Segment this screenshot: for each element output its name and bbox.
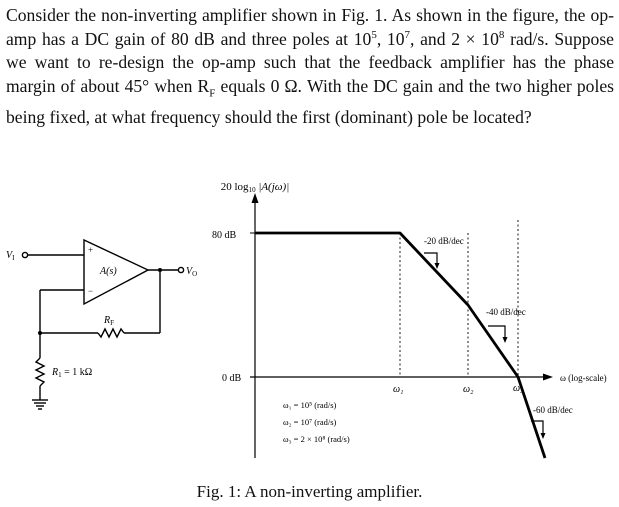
slope-60-label: -60 dB/dec [533,405,573,415]
figure [0,175,619,475]
vi-terminal [22,252,27,257]
exponent-3: 8 [498,28,505,41]
slope-40-label: -40 dB/dec [486,307,526,317]
problem-text-2: , 10 [376,28,405,49]
x-axis-arrow [543,374,553,381]
slope-20-marker-arrow [435,263,440,269]
figure-svg [0,175,619,475]
circuit-labels [6,245,197,379]
y-axis-label: 20 log10 |A(jω)| [220,181,290,194]
rf-label: $R_F$ [104,315,115,327]
bode-plot [212,181,607,458]
w1-label: ω₁ [393,384,404,395]
problem-statement [6,4,614,129]
x-axis-label: ω (log-scale) [560,373,607,383]
y-axis-arrow [252,193,259,203]
exponent-1: 5 [371,28,377,41]
problem-text-4: rad/s. Suppose we want to re-design the op-amp such that the feedback amplifier has the phase margin of about 45° when R [6,28,614,96]
problem-text-3: , and 2 × 10 [410,28,499,49]
ground-icon [32,400,48,409]
amp-label: A(s) [100,266,117,277]
slope-20-label: -20 dB/dec [424,236,464,246]
legend-w1: ω₁ = 10⁵ (rad/s) [283,400,337,410]
minus-sign: − [88,286,94,296]
rf-resistor [98,329,124,337]
slope-40-marker-arrow [503,337,508,343]
r1-label: $R_1 = 1$ kΩ [52,367,93,379]
subscript-f: F [209,87,216,100]
plus-sign: + [88,245,94,255]
r1-resistor [36,358,44,386]
w3-label: ω₃ [513,383,524,394]
circuit-dots [38,268,162,335]
figure-caption: Fig. 1: A non-inverting amplifier. [196,482,423,501]
problem-text-1: Consider the non-inverting amplifier shown in Fig. 1. As shown in the figure, the op-amp has a DC gain of 80 dB and three poles at 10 [6,5,614,49]
slope-60-marker-arrow [541,433,546,439]
legend-w3: ω₃ = 2 × 10⁸ (rad/s) [283,434,350,444]
vi-label: $V_I$ [6,250,15,262]
exponent-2: 7 [404,28,411,41]
vo-terminal [178,267,183,272]
y-label-80db: 80 dB [212,230,237,241]
vo-label: $V_O$ [186,266,198,278]
w2-label: ω₂ [463,384,474,395]
legend-w2: ω₂ = 10⁷ (rad/s) [283,417,337,427]
y-label-0db: 0 dB [222,373,242,384]
problem-text-5: equals 0 Ω. With the DC gain and the two higher poles being fixed, at what frequency should the first (dominant) pole be located? [6,75,614,127]
